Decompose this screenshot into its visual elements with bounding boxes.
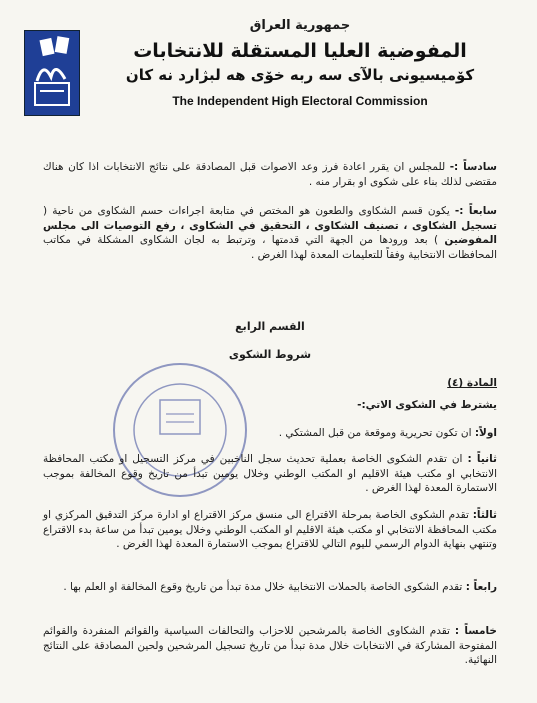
- seventh-text-bold: تسجيل الشكاوى ، تصنيف الشكاوى ، التحقيق في الشكاوى ، رفع التوصيات الى مجلس المفوضين: [43, 219, 497, 246]
- paragraph-sixth: [43, 160, 497, 189]
- item-5-label: خامساً :: [454, 625, 498, 637]
- article-intro-text: يشترط في الشكوى الاتي:-: [357, 399, 497, 411]
- item-2-text: ان تقدم الشكوى الخاصة بعملية تحديث سجل الناخبين في مركز التسجيل او مكتب المحافظة الانتخابي او مكتب هيئة الاقليم او المكتب الوطني وخلال يومين تبدأ من تاريخ وقوع المخالفة بموجب الاستمارة المعدة لهذا الغرض .: [43, 453, 497, 494]
- section-title: القسم الرابع: [235, 320, 305, 333]
- article-item-1: [43, 426, 497, 441]
- article-title-text: المادة (٤): [447, 377, 497, 389]
- item-4-label: رابعاً :: [465, 581, 497, 593]
- commission-logo: [24, 30, 80, 116]
- seventh-text-2: ) بعد ورودها من الجهة التي قدمتها ، وترتبط به لجان الشكاوى المشكلة في مكاتب المحافظات الانتخابية وفقاً للتعليمات المعدة لهذا الغرض .: [43, 234, 497, 261]
- article-intro: [43, 398, 497, 413]
- article-title: [43, 376, 497, 391]
- item-5-text: تقدم الشكاوى الخاصة بالمرشحين للاحزاب والتحالفات السياسية والقوائم المنفردة والقوائم المفتوحة المشاركة في الانتخابات خلال مدة تبدأ من تاريخ تسجيل المرشحين ولحين المصادقة على النتائج النهائية.: [43, 625, 497, 666]
- item-2-label: ثانياً :: [467, 453, 497, 465]
- country-name: جمهورية العراق: [249, 18, 351, 33]
- article-item-4: [43, 580, 497, 595]
- item-1-text: ان تكون تحريرية وموقعة من قبل المشتكي .: [278, 427, 472, 439]
- paragraph-seventh: [43, 204, 497, 262]
- seventh-text-1: يكون قسم الشكاوى والطعون هو المختص في متابعة اجراءات حسم الشكاوى من ناحية (: [43, 205, 450, 217]
- commission-name-arabic: المفوضية العليا المستقلة للانتخابات: [133, 40, 467, 62]
- item-1-label: اولاً:: [474, 427, 497, 439]
- sixth-label: سادساً :-: [449, 161, 498, 173]
- item-4-text: تقدم الشكوى الخاصة بالحملات الانتخابية خلال مدة تبدأ من تاريخ وقوع المخالفة او العلم بها .: [63, 581, 463, 593]
- commission-name-english: The Independent High Electoral Commission: [172, 94, 428, 108]
- article-item-5: [43, 624, 497, 668]
- item-3-text: تقدم الشكوى الخاصة بمرحلة الاقتراع الى منسق مركز الاقتراع او ادارة مركز التدقيق المركزي او مكتب المحافظة الانتخابي او مكتب هيئة الاقليم او المكتب الوطني وخلال يومين تبدأ من ساعة بدء الاقتراع وتنتهي بنهاية الدوام الرسمي لليوم التالي للاقتراع بموجب الاستمارة المعدة لهذا الغرض .: [43, 509, 497, 550]
- sixth-text: للمجلس ان يقرر اعادة فرز وعد الاصوات قبل المصادقة على نتائج الانتخابات اذا كان هناك مقتضى لذلك بناء على شكوى او بقرار منه .: [43, 161, 497, 188]
- item-3-label: ثالثاً:: [472, 509, 497, 521]
- article-item-3: [43, 508, 497, 552]
- article-item-2: [43, 452, 497, 496]
- commission-name-kurdish: كۆميسيونى بالآى سه ربه خۆى هه لبژارد نه كان: [125, 66, 475, 84]
- section-subtitle: شروط الشكوى: [228, 348, 312, 361]
- seventh-label: سابعاً :-: [454, 205, 498, 217]
